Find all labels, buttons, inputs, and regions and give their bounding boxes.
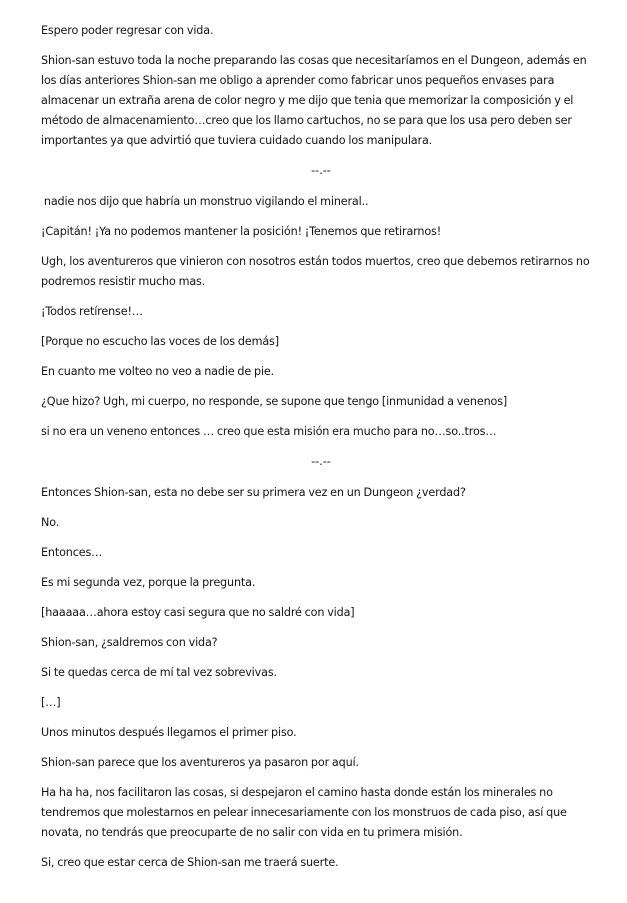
paragraph: Entonces… (41, 546, 103, 559)
paragraph: ¡Capitán! ¡Ya no podemos mantener la posición! ¡Tenemos que retirarnos! (41, 225, 442, 238)
paragraph: Shion-san parece que los aventureros ya pasaron por aquí. (41, 756, 359, 769)
paragraph: Ugh, los aventureros que vinieron con nosotros están todos muertos, creo que debemos retirarnos no podremos resistir mucho mas. (41, 255, 590, 288)
paragraph: Ha ha ha, nos facilitaron las cosas, si despejaron el camino hasta donde están los minerales no tendremos que molestarnos en pelear innecesariamente con los monstruos de cada piso, así que novata, no tendrás que preocuparte de no salir con vida en tu primera misión. (41, 786, 567, 839)
paragraph: En cuanto me volteo no veo a nadie de pie. (41, 365, 275, 378)
paragraph: […] (41, 696, 61, 709)
paragraph: Si, creo que estar cerca de Shion-san me traerá suerte. (41, 856, 339, 869)
paragraph: [Porque no escucho las voces de los demás] (41, 335, 279, 348)
paragraph: Si te quedas cerca de mí tal vez sobrevivas. (41, 666, 277, 679)
paragraph: Shion-san, ¿saldremos con vida? (41, 636, 218, 649)
paragraph: Shion-san estuvo toda la noche preparando las cosas que necesitaríamos en el Dungeon, además en los días anteriores Shion-san me obligo a aprender como fabricar unos pequeños envases para almacenar un extraña arena de color negro y me dijo que tenia que memorizar la composición y el método de almacenamiento…creo que los llamo cartuchos, no se para que los usa pero deben ser importantes ya que advirtió que tuviera cuidado cuando los manipulara. (41, 54, 587, 147)
paragraph: ¿Que hizo? Ugh, mi cuerpo, no responde, se supone que tengo [inmunidad a venenos] (41, 395, 508, 408)
paragraph: Es mi segunda vez, porque la pregunta. (41, 576, 256, 589)
paragraph: Entonces Shion-san, esta no debe ser su primera vez en un Dungeon ¿verdad? (41, 486, 466, 499)
paragraph: No. (41, 516, 60, 529)
paragraph: Espero poder regresar con vida. (41, 24, 214, 37)
paragraph: Unos minutos después llegamos el primer piso. (41, 726, 297, 739)
scene-separator: --.-- (311, 455, 331, 468)
paragraph: ¡Todos retírense!… (41, 305, 143, 318)
paragraph: si no era un veneno entonces … creo que esta misión era mucho para no…so..tros… (41, 425, 497, 438)
paragraph: nadie nos dijo que habría un monstruo vigilando el mineral.. (41, 195, 369, 208)
paragraph: [haaaaa…ahora estoy casi segura que no saldré con vida] (41, 606, 355, 619)
scene-separator: --.-- (311, 164, 331, 177)
